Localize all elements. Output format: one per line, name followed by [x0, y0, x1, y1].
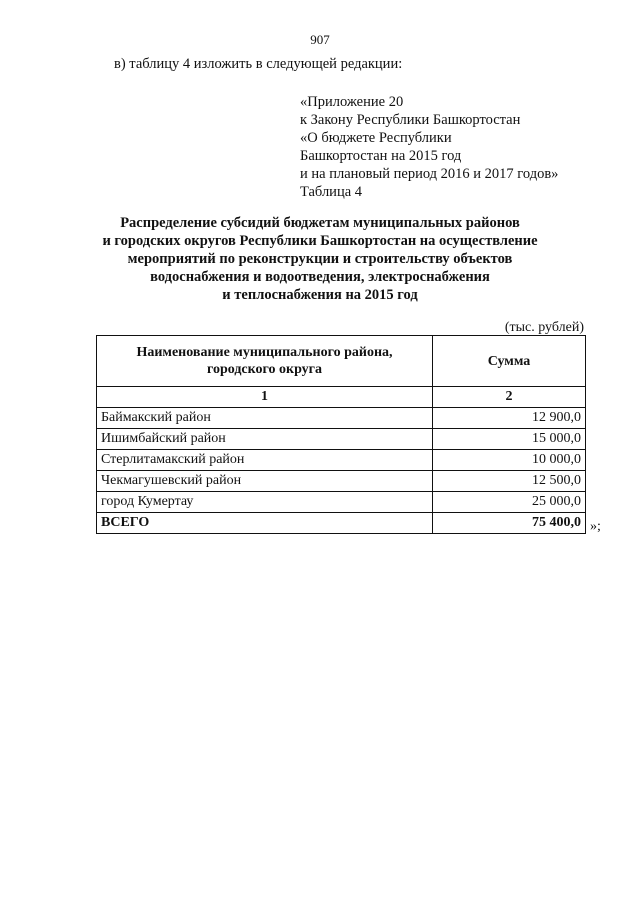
- intro-text: в) таблицу 4 изложить в следующей редакции:: [114, 56, 403, 72]
- document-title: [60, 214, 580, 304]
- title-line: водоснабжения и водоотведения, электроснабжения: [150, 269, 490, 285]
- units-label: (тыс. рублей): [504, 320, 584, 335]
- header-name-line: городского округа: [206, 362, 323, 377]
- district-name: Стерлитамакский район: [97, 450, 433, 471]
- district-name: Баймакский район: [97, 408, 433, 429]
- total-label: ВСЕГО: [97, 513, 433, 534]
- district-amount: 25 000,0: [433, 492, 586, 513]
- subsidy-table: [96, 335, 586, 534]
- title-line: и теплоснабжения на 2015 год: [222, 287, 418, 303]
- table-row: [97, 492, 586, 513]
- district-name: Чекмагушевский район: [97, 471, 433, 492]
- column-number-2: 2: [433, 387, 586, 408]
- closing-quote: »;: [590, 519, 601, 534]
- district-amount: 15 000,0: [433, 429, 586, 450]
- table-header-row: [97, 336, 586, 387]
- district-name: город Кумертау: [97, 492, 433, 513]
- appendix-line: к Закону Республики Башкортостан: [300, 112, 521, 128]
- district-name: Ишимбайский район: [97, 429, 433, 450]
- header-sum-cell: Сумма: [433, 336, 586, 387]
- page-number: 907: [310, 32, 330, 47]
- district-amount: 12 500,0: [433, 471, 586, 492]
- table-row: [97, 471, 586, 492]
- table-row: [97, 408, 586, 429]
- table-row: [97, 450, 586, 471]
- column-number-row: [97, 387, 586, 408]
- appendix-line: Таблица 4: [300, 184, 363, 200]
- district-amount: 10 000,0: [433, 450, 586, 471]
- column-number-1: 1: [97, 387, 433, 408]
- appendix-line: «Приложение 20: [300, 94, 404, 110]
- appendix-header: [300, 93, 558, 201]
- total-row: [97, 513, 586, 534]
- header-name-cell: [97, 336, 433, 387]
- appendix-line: и на плановый период 2016 и 2017 годов»: [300, 166, 559, 182]
- appendix-line: Башкортостан на 2015 год: [300, 148, 462, 164]
- title-line: Распределение субсидий бюджетам муниципальных районов: [120, 215, 520, 231]
- table-row: [97, 429, 586, 450]
- appendix-line: «О бюджете Республики: [300, 130, 452, 146]
- title-line: и городских округов Республики Башкортостан на осуществление: [102, 233, 538, 249]
- total-amount: 75 400,0: [433, 513, 586, 534]
- header-name-line: Наименование муниципального района,: [136, 345, 393, 360]
- title-line: мероприятий по реконструкции и строительству объектов: [127, 251, 513, 267]
- district-amount: 12 900,0: [433, 408, 586, 429]
